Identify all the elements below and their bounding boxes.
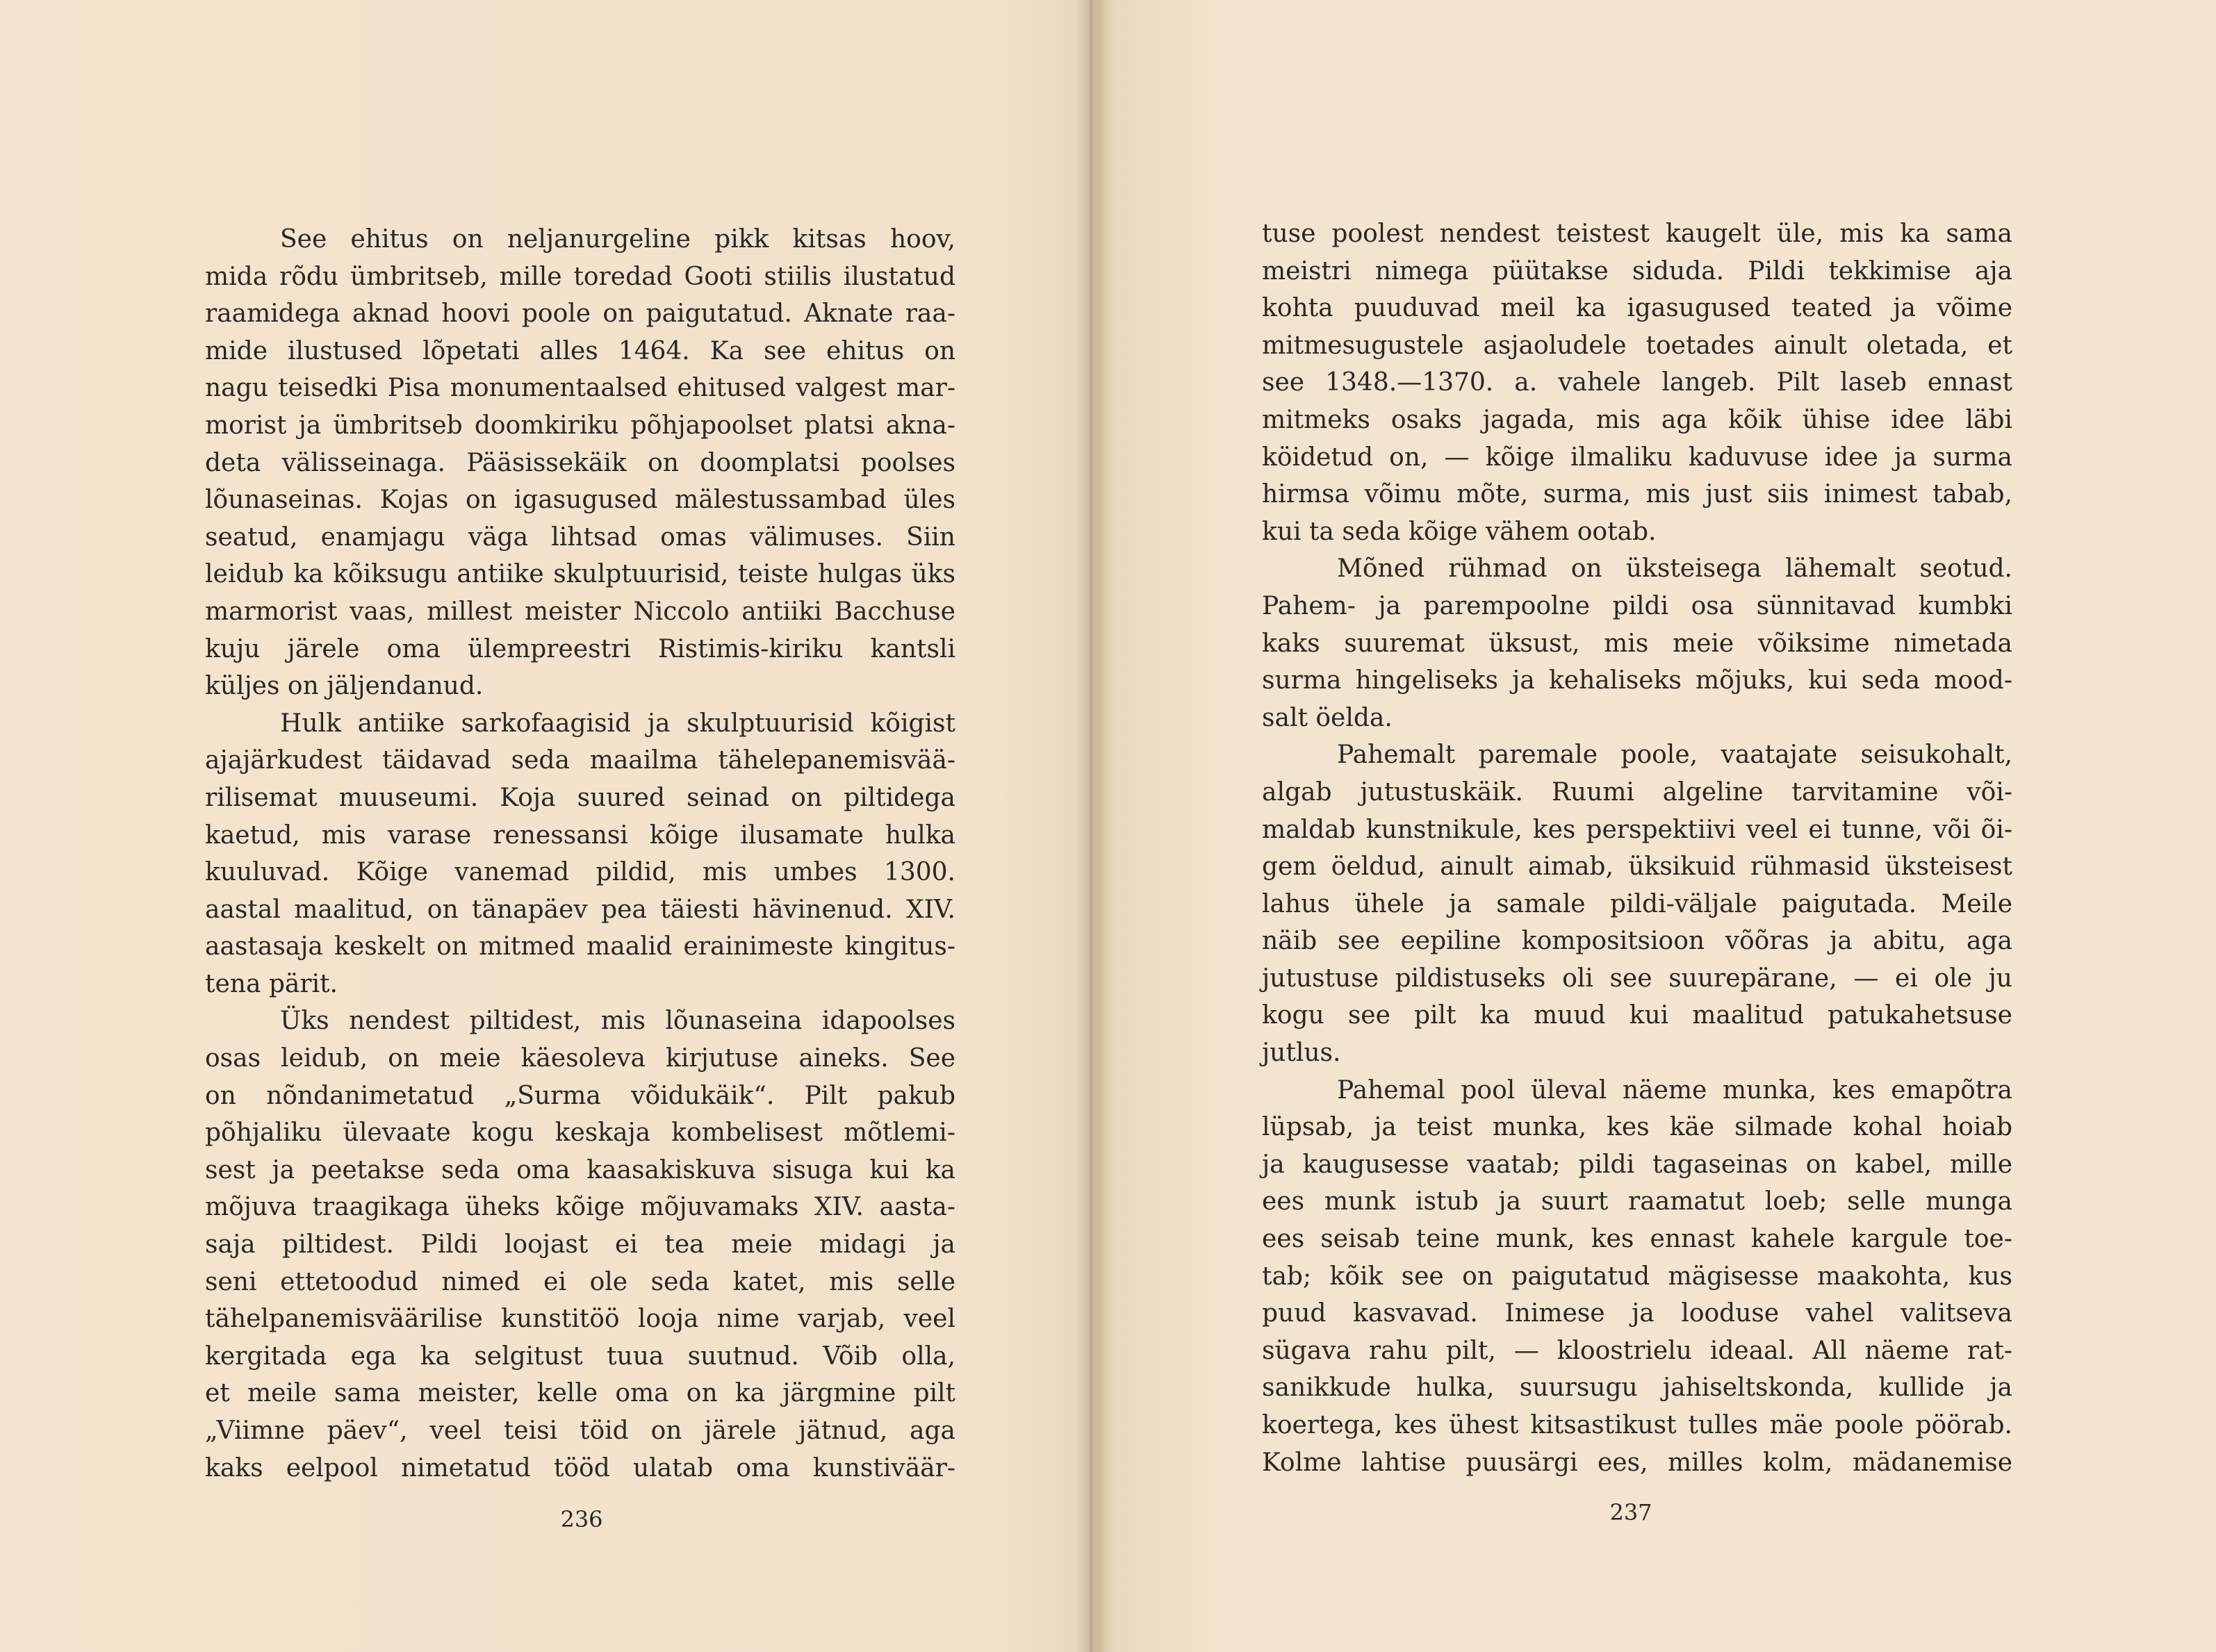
text-line: seatud, enamjagu väga lihtsad omas välimuses. Siin	[205, 522, 955, 552]
text-line: mide ilustused lõpetati alles 1464. Ka see ehitus on	[205, 336, 955, 365]
text-line: Pahemalt paremale poole, vaatajate seisukohalt,	[1337, 741, 2012, 770]
text-line: raamidega aknad hoovi poole on paigutatud. Aknate raa-	[205, 299, 955, 329]
text-line: köidetud on, — kõige ilmaliku kaduvuse idee ja surma	[1262, 443, 2012, 472]
text-line: ees seisab teine munk, kes ennast kahele kargule toe-	[1262, 1225, 2012, 1254]
text-line: aastal maalitud, on tänapäev pea täiesti hävinenud. XIV.	[205, 895, 955, 924]
text-line: kergitada ega ka selgitust tuua suutnud. Võib olla,	[205, 1341, 955, 1371]
text-line: aastasaja keskelt on mitmed maalid erainimeste kingitus-	[205, 932, 955, 961]
text-line: jutustuse pildistuseks oli see suurepärane, — ei ole ju	[1262, 964, 2012, 993]
text-line: kohta puuduvad meil ka igasugused teated ja võime	[1262, 294, 2012, 323]
text-line: kuju järele oma ülempreestri Ristimis-kiriku kantsli	[205, 634, 955, 663]
text-line: algab jutustuskäik. Ruumi algeline tarvitamine või-	[1262, 777, 2012, 807]
text-line: marmorist vaas, millest meister Niccolo antiiki Bacchuse	[205, 597, 955, 626]
text-line: näib see eepiline kompositsioon võõras ja abitu, aga	[1262, 927, 2012, 956]
text-line: see 1348.—1370. a. vahele langeb. Pilt laseb ennast	[1262, 368, 2012, 397]
right-page	[1108, 0, 2215, 1652]
text-line: tena pärit.	[205, 969, 338, 998]
text-line: mitmeks osaks jagada, mis aga kõik ühise idee läbi	[1262, 405, 2012, 434]
text-line: maldab kunstnikule, kes perspektiivi veel ei tunne, või õi-	[1262, 815, 2012, 844]
text-line: „Viimne päev“, veel teisi töid on järele jätnud, aga	[205, 1416, 955, 1445]
text-line: Hulk antiike sarkofaagisid ja skulptuurisid kõigist	[280, 709, 955, 738]
text-line: tähelpanemisväärilise kunstitöö looja nime varjab, veel	[205, 1305, 955, 1334]
text-line: lahus ühele ja samale pildi-väljale paigutada. Meile	[1262, 889, 2012, 918]
text-line: leidub ka kõiksugu antiike skulptuurisid, teiste hulgas üks	[205, 560, 955, 589]
text-line: rilisemat muuseumi. Koja suured seinad on piltidega	[205, 783, 955, 812]
text-line: Pahemal pool üleval näeme munka, kes emapõtra	[1337, 1075, 2012, 1105]
text-line: surma hingeliseks ja kehaliseks mõjuks, kui seda mood-	[1262, 666, 2012, 695]
text-line: jutlus.	[1262, 1039, 1341, 1068]
text-line: sest ja peetakse seda oma kaasakiskuva sisuga kui ka	[205, 1155, 955, 1184]
left-page-number: 236	[560, 1506, 603, 1533]
text-line: kogu see pilt ka muud kui maalitud patukahetsuse	[1262, 1001, 2012, 1030]
text-line: gem öeldud, ainult aimab, üksikuid rühmasid üksteisest	[1262, 852, 2012, 882]
text-line: nagu teisedki Pisa monumentaalsed ehitused valgest mar-	[205, 374, 955, 403]
text-line: morist ja ümbritseb doomkiriku põhjapoolset platsi akna-	[205, 411, 955, 440]
text-line: sügava rahu pilt, — kloostrielu ideaal. All näeme rat-	[1262, 1336, 2012, 1365]
text-line: Üks nendest piltidest, mis lõunaseina idapoolses	[280, 1007, 955, 1036]
text-line: põhjaliku ülevaate kogu keskaja kombelisest mõtlemi-	[205, 1118, 955, 1148]
text-line: et meile sama meister, kelle oma on ka järgmine pilt	[205, 1379, 955, 1408]
text-line: Kolme lahtise puusärgi ees, milles kolm, mädanemise	[1262, 1448, 2012, 1477]
text-line: tab; kõik see on paigutatud mägisesse maakohta, kus	[1262, 1262, 2012, 1291]
text-line: küljes on jäljendanud.	[205, 672, 484, 701]
text-line: meistri nimega püütakse siduda. Pildi tekkimise aja	[1262, 256, 2012, 286]
text-line: salt öelda.	[1262, 703, 1393, 732]
right-page-text	[1262, 215, 2012, 1481]
text-line: saja piltidest. Pildi loojast ei tea meie midagi ja	[205, 1230, 955, 1259]
text-line: mida rõdu ümbritseb, mille toredad Gooti stiilis ilustatud	[205, 262, 955, 291]
text-line: mitmesugustele asjaoludele toetades ainult oletada, et	[1262, 331, 2012, 360]
text-line: tuse poolest nendest teistest kaugelt üle, mis ka sama	[1262, 220, 2012, 248]
text-line: osas leidub, on meie käesoleva kirjutuse aineks. See	[205, 1044, 955, 1073]
left-page-text	[205, 221, 955, 1487]
text-line: ees munk istub ja suurt raamatut loeb; selle munga	[1262, 1187, 2012, 1216]
text-line: puud kasvavad. Inimese ja looduse vahel valitseva	[1262, 1299, 2012, 1328]
text-line: Pahem- ja parempoolne pildi osa sünnitavad kumbki	[1262, 591, 2012, 620]
text-line: sanikkude hulka, suursugu jahiseltskonda, kullide ja	[1262, 1373, 2012, 1403]
text-line: koertega, kes ühest kitsastikust tulles mäe poole pöörab.	[1262, 1411, 2012, 1439]
text-line: kaks suuremat üksust, mis meie võiksime nimetada	[1262, 629, 2012, 658]
text-line: kaetud, mis varase renessansi kõige ilusamate hulka	[205, 820, 955, 850]
text-line: lõunaseinas. Kojas on igasugused mälestussambad üles	[205, 486, 955, 515]
text-line: Mõned rühmad on üksteisega lähemalt seotud.	[1337, 554, 2012, 584]
text-line: lüpsab, ja teist munka, kes käe silmade kohal hoiab	[1262, 1113, 2012, 1142]
text-line: kuuluvad. Kõige vanemad pildid, mis umbes 1300.	[205, 858, 955, 887]
text-line: kaks eelpool nimetatud tööd ulatab oma kunstiväär-	[205, 1453, 955, 1482]
text-line: on nõndanimetatud „Surma võidukäik“. Pilt pakub	[205, 1081, 955, 1110]
text-line: See ehitus on neljanurgeline pikk kitsas hoov,	[280, 225, 955, 254]
text-line: ajajärkudest täidavad seda maailma tähelepanemisvää-	[205, 746, 955, 775]
text-line: deta välisseinaga. Pääsissekäik on doomplatsi poolses	[205, 448, 955, 477]
text-line: ja kaugusesse vaatab; pildi tagaseinas on kabel, mille	[1262, 1150, 2012, 1179]
text-line: hirmsa võimu mõte, surma, mis just siis inimest tabab,	[1262, 480, 2012, 509]
text-line: kui ta seda kõige vähem ootab.	[1262, 517, 1657, 546]
right-page-number: 237	[1609, 1499, 1652, 1526]
text-line: mõjuva traagikaga üheks kõige mõjuvamaks XIV. aasta-	[205, 1193, 955, 1222]
text-line: seni ettetoodud nimed ei ole seda katet, mis selle	[205, 1267, 955, 1296]
